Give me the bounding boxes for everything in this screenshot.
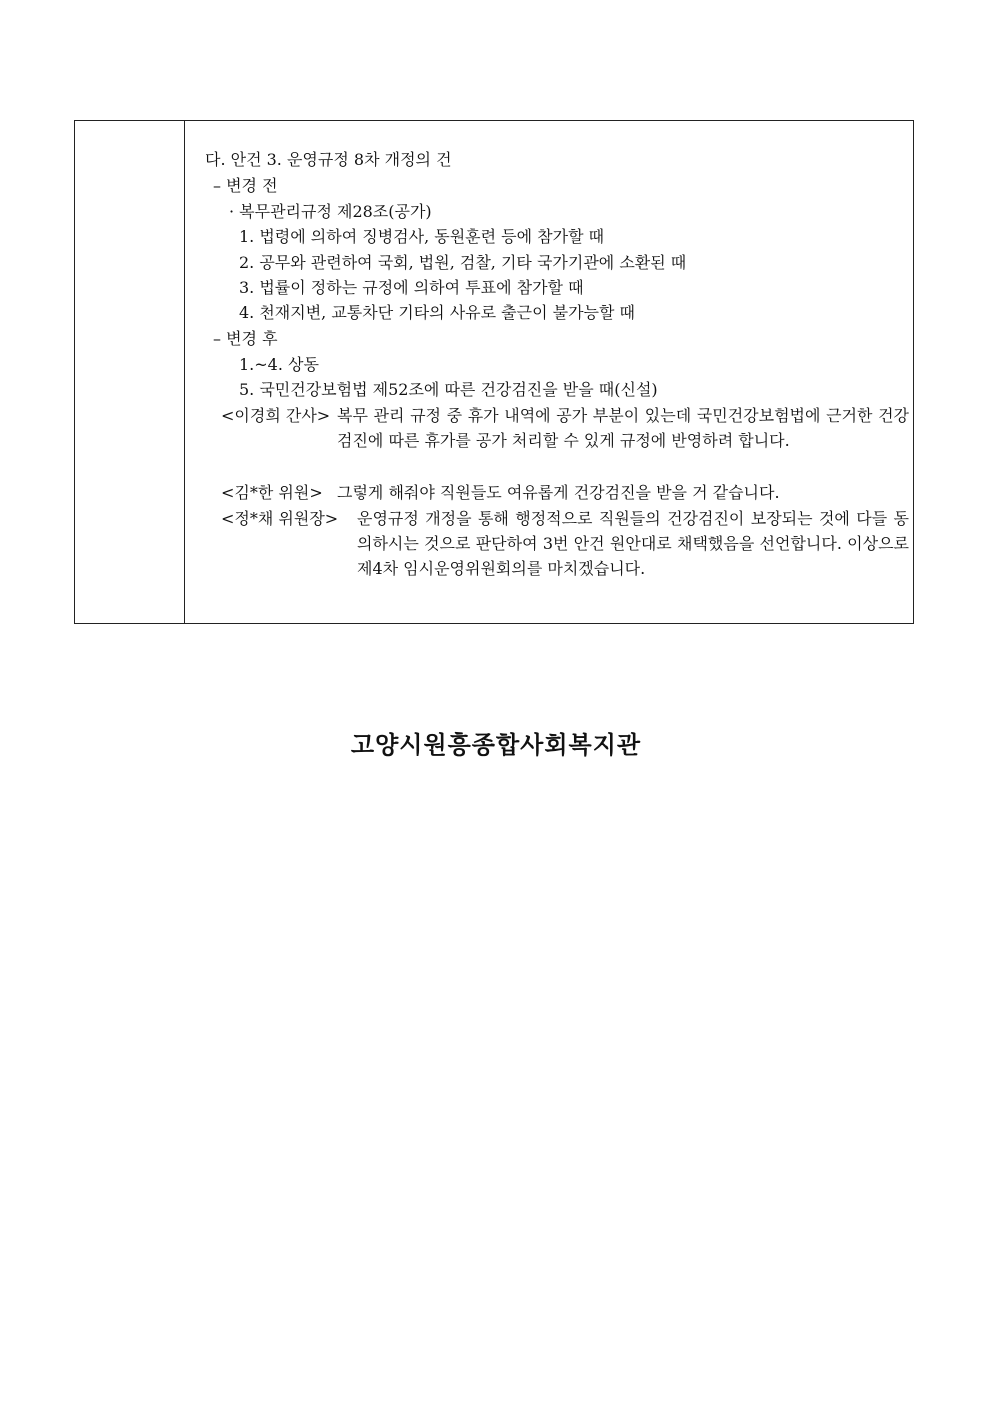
speech-text: 복무 관리 규정 중 휴가 내역에 공가 부분이 있는데 국민건강보험법에 근거한 건강 검진에 따른 휴가를 공가 처리할 수 있게 규정에 반영하려 합니다. (337, 406, 909, 450)
before-label: – 변경 전 (213, 176, 278, 195)
after-label: – 변경 후 (213, 329, 278, 348)
label-cell (75, 121, 185, 623)
organization-name: 고양시원흥종합사회복지관 (350, 730, 642, 759)
speaker-name: <김*한 위원> (221, 483, 323, 502)
agenda-heading: 다. 안건 3. 운영규정 8차 개정의 건 (205, 150, 452, 169)
before-item: 2. 공무와 관련하여 국회, 법원, 검찰, 기타 국가기관에 소환된 때 (239, 253, 687, 272)
speaker-name: <정*채 위원장> (221, 509, 339, 528)
before-item: 3. 법률이 정하는 규정에 의하여 투표에 참가할 때 (239, 278, 584, 297)
rule-title: · 복무관리규정 제28조(공가) (229, 202, 432, 221)
speech-text: 운영규정 개정을 통해 행정적으로 직원들의 건강검진이 보장되는 것에 다들 동의하시는 것으로 판단하여 3번 안건 원안대로 채택했음을 선언합니다. 이상으로 제4차 임시운영위원회의를 마치겠습니다. (357, 509, 909, 578)
speech-block (221, 506, 909, 581)
speech-block (221, 403, 909, 453)
before-item: 1. 법령에 의하여 징병검사, 동원훈련 등에 참가할 때 (239, 227, 605, 246)
content-cell (185, 121, 913, 623)
after-item: 1.~4. 상동 (239, 355, 319, 374)
after-item: 5. 국민건강보험법 제52조에 따른 건강검진을 받을 때(신설) (239, 380, 658, 399)
speech-block (221, 480, 909, 505)
speaker-name: <이경희 간사> (221, 406, 331, 425)
before-item: 4. 천재지변, 교통차단 기타의 사유로 출근이 불가능할 때 (239, 303, 635, 322)
speech-text: 그렇게 해줘야 직원들도 여유롭게 건강검진을 받을 거 같습니다. (337, 483, 780, 502)
minutes-table (74, 120, 914, 624)
